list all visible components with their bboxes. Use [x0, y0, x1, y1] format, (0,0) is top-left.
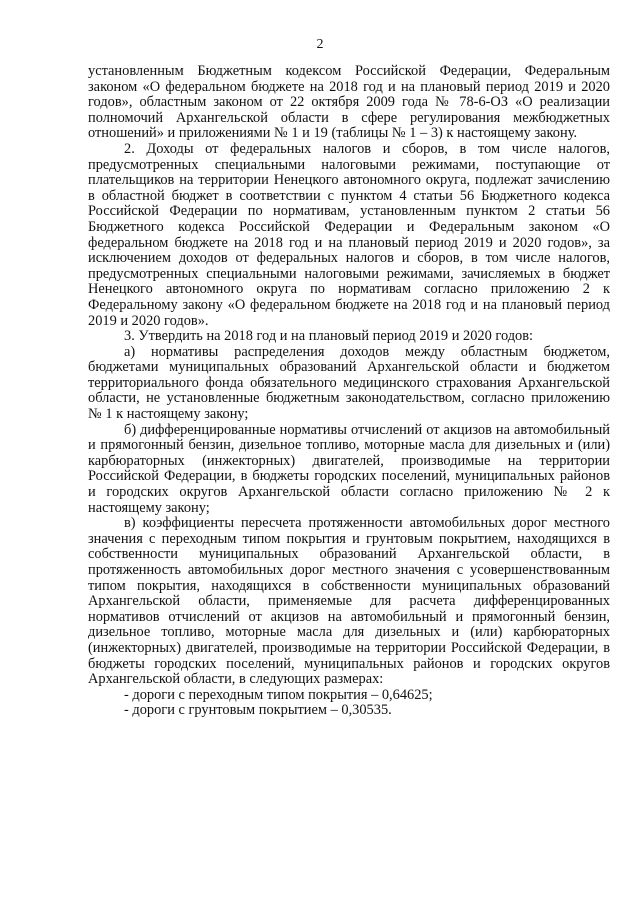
paragraph-item-2: 2. Доходы от федеральных налогов и сборов, в том числе налогов, предусмотренных специальными налоговыми режимами, поступающие от плательщиков на территории Ненецкого автономного округа, подлежат зачислению в областной бюджет в соответствии с пунктом 4 статьи 56 Бюджетного кодекса Российской Федерации по нормативам, установленным пунктом 2 статьи 56 Бюджетного кодекса Российской Федерации и Федеральным законом «О федеральном бюджете на 2018 год и на плановый период 2019 и 2020 годов», за исключением доходов от федеральных налогов и сборов, в том числе налогов, предусмотренных специальными налоговыми режимами, зачисляемых в бюджет Ненецкого автономного округа по нормативам согласно приложению 2 к Федеральному закону «О федеральном бюджете на 2018 год и на плановый период 2019 и 2020 годов».: [88, 140, 610, 329]
paragraph-item-3c: в) коэффициенты пересчета протяженности автомобильных дорог местного значения с переходным типом покрытия и грунтовым покрытием, находящихся в собственности муниципальных образований Архангельской области, в протяженность автомобильных дорог местного значения с усовершенствованным типом покрытия, находящихся в собственности муниципальных образований Архангельской области, применяемые для расчета дифференцированных нормативов отчислений от акцизов на автомобильный и прямогонный бензин, дизельное топливо, моторные масла для дизельных и (или) карбюраторных (инжекторных) двигателей, производимые на территории Российской Федерации, в бюджеты городских поселений, муниципальных районов и городских округов Архангельской области, в следующих размерах:: [88, 515, 610, 688]
list-item-coefficient-ground: - дороги с грунтовым покрытием – 0,30535.: [124, 702, 392, 719]
paragraph-item-3: 3. Утвердить на 2018 год и на плановый период 2019 и 2020 годов:: [124, 328, 534, 345]
list-item-coefficient-transitional: - дороги с переходным типом покрытия – 0,64625;: [124, 686, 433, 703]
paragraph-continuation: установленным Бюджетным кодексом Российской Федерации, Федеральным законом «О федеральном бюджете на 2018 год и на плановый период 2019 и 2020 годов», областным законом от 22 октября 2009 года № 78-6-ОЗ «О реализации полномочий Архангельской области в сфере регулирования межбюджетных отношений» и приложениями № 1 и 19 (таблицы № 1 – 3) к настоящему закону.: [88, 63, 610, 142]
page-number: 2: [316, 37, 324, 52]
paragraph-item-3a: а) нормативы распределения доходов между областным бюджетом, бюджетами муниципальных образований Архангельской области и бюджетом территориального фонда обязательного медицинского страхования Архангельской области, не установленные бюджетным законодательством, согласно приложению № 1 к настоящему закону;: [88, 343, 610, 423]
paragraph-item-3b: б) дифференцированные нормативы отчислений от акцизов на автомобильный и прямогонный бензин, дизельное топливо, моторные масла для дизельных и (или) карбюраторных (инжекторных) двигателей, производимые на территории Российской Федерации, в бюджеты городских поселений, муниципальных районов и городских округов Архангельской области согласно приложению № 2 к настоящему закону;: [88, 421, 610, 516]
document-body: [88, 64, 610, 719]
